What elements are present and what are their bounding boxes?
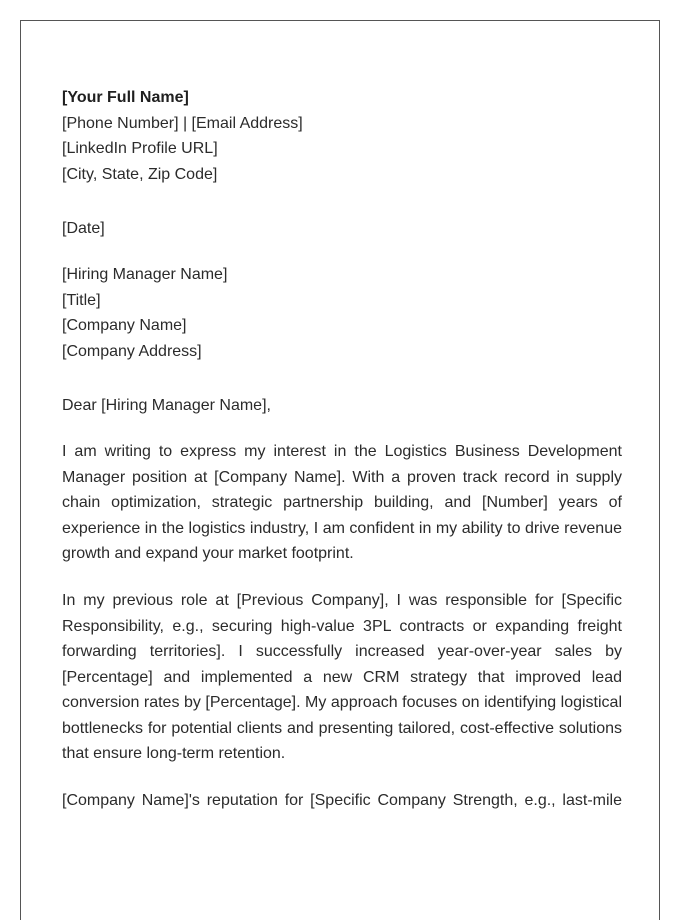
date-block: [62, 216, 622, 242]
sender-name: [Your Full Name]: [62, 89, 189, 106]
sender-location: [City, State, Zip Code]: [62, 165, 218, 183]
recipient-company: [Company Name]: [62, 317, 187, 335]
recipient-address: [Company Address]: [62, 342, 202, 360]
body-paragraph: I am writing to express my interest in the Logistics Business Development Manager position at [Company Name]. With a proven track record in supply chain optimization, strategic partnership building, and [Number] years of experience in the logistics industry, I am confident in my ability to drive revenue growth and expand your market footprint.: [62, 442, 622, 563]
letter-page: [20, 20, 660, 920]
letter-date: [Date]: [62, 220, 105, 238]
sender-block: [62, 85, 622, 187]
body-paragraph: [Company Name]'s reputation for [Specific Company Strength, e.g., last-mile: [62, 792, 622, 810]
salutation-block: [62, 393, 622, 419]
salutation: Dear [Hiring Manager Name],: [62, 397, 271, 415]
sender-contact: [Phone Number] | [Email Address]: [62, 114, 303, 132]
recipient-title: [Title]: [62, 291, 101, 309]
body-paragraph: In my previous role at [Previous Company], I was responsible for [Specific Responsibility, e.g., securing high-value 3PL contracts or expanding freight forwarding territories]. I successfully increased year-over-year sales by [Percentage] and implemented a new CRM strategy that improved lead conversion rates by [Percentage]. My approach focuses on identifying logistical bottlenecks for potential clients and presenting tailored, cost-effective solutions that ensure long-term retention.: [62, 591, 622, 763]
recipient-name: [Hiring Manager Name]: [62, 265, 228, 283]
sender-linkedin: [LinkedIn Profile URL]: [62, 140, 218, 158]
letter-content: [62, 85, 622, 814]
recipient-block: [62, 262, 622, 364]
